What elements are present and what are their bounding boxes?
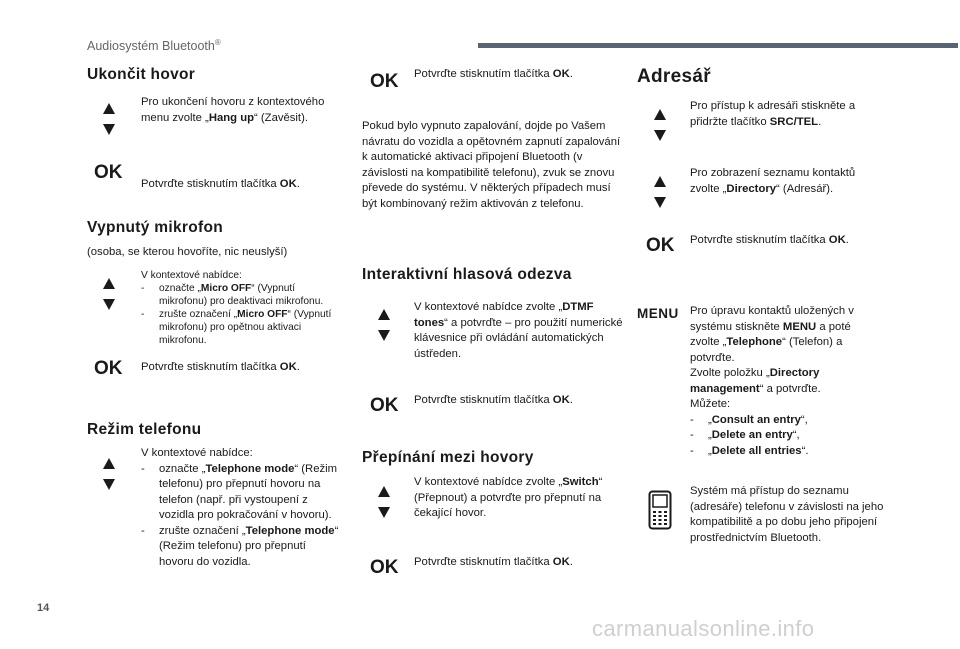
ok-button-icon: OK [370, 395, 399, 416]
confirm-text: Potvrďte stisknutím tlačítka OK. [141, 361, 300, 373]
switch-calls-text: V kontextové nabídce zvolte „Switch“ (Přepnout) a potvrďte pro přepnutí na čekající hovor. [414, 476, 603, 519]
confirm-text: Potvrďte stisknutím tlačítka OK. [141, 178, 300, 190]
directory-access-text: Pro přístup k adresáři stiskněte a přidržte tlačítko SRC/TEL. [690, 100, 856, 128]
section-title-end-call: Ukončit hovor [87, 66, 196, 83]
section-title-directory: Adresář [637, 66, 711, 87]
confirm-text: Potvrďte stisknutím tlačítka OK. [690, 234, 849, 246]
ok-button-icon: OK [370, 557, 399, 578]
directory-management-text: Pro úpravu kontaktů uložených v systému stiskněte MENU a poté zvolte „Telephone“ (Telefon) a potvrďte. Zvolte položku „Directory management“ a potvrďte. Můžete: - „Consult an entry“, - „Delete an entry“, - „Delete all entries“. [690, 305, 854, 457]
up-down-arrows-icon [101, 103, 117, 135]
section-title-phone-mode: Režim telefonu [87, 421, 202, 438]
page-number: 14 [37, 602, 50, 614]
directory-note-text: Systém má přístup do seznamu (adresáře) telefonu v závislosti na jeho kompatibilitě a po dobu jeho připojení prostřednictvím Bluetooth. [690, 485, 884, 544]
up-down-arrows-icon [376, 486, 392, 518]
section-title-mic-off: Vypnutý mikrofon [87, 219, 223, 236]
up-down-arrows-icon [376, 309, 392, 341]
section-title-voice-response: Interaktivní hlasová odezva [362, 266, 572, 283]
ok-button-icon: OK [370, 71, 399, 92]
directory-list-text: Pro zobrazení seznamu kontaktů zvolte „Directory“ (Adresář). [690, 167, 856, 195]
menu-button-icon: MENU [637, 306, 679, 321]
ok-button-icon: OK [94, 162, 123, 183]
confirm-text: Potvrďte stisknutím tlačítka OK. [414, 556, 573, 568]
mic-off-subtitle: (osoba, se kterou hovoříte, nic neuslyší) [87, 246, 288, 258]
voice-response-text: V kontextové nabídce zvolte „DTMF tones“ a potvrďte – pro použití numerické klávesnice při ovládání automatických ústředen. [414, 301, 623, 360]
confirm-text: Potvrďte stisknutím tlačítka OK. [414, 394, 573, 406]
up-down-arrows-icon [652, 176, 668, 208]
ok-button-icon: OK [646, 235, 675, 256]
ok-button-icon: OK [94, 358, 123, 379]
phone-mode-text: V kontextové nabídce: - označte „Telephone mode“ (Režim telefonu) pro přepnutí hovoru na telefon (např. při vystoupení z vozidla pro pokračování v hovoru). - zrušte označení „Telephone mode“ (Režim telefonu) pro přepnutí hovoru do vozidla. [141, 447, 339, 568]
section-title-switch-calls: Přepínání mezi hovory [362, 449, 534, 466]
up-down-arrows-icon [652, 109, 668, 141]
header-bar [478, 43, 958, 48]
watermark: carmanualsonline.info [592, 616, 815, 641]
mobile-phone-icon [648, 490, 672, 535]
up-down-arrows-icon [101, 458, 117, 490]
bluetooth-reconnect-paragraph: Pokud bylo vypnuto zapalování, dojde po Vašem návratu do vozidla a opětovném zapnutí zapalování k automatické aktivaci připojení Bluetooth (v závislosti na kompatibilitě telefonu), zvuk se znovu převede do systému. V některých případech musí být kombinovaný režim aktivován z telefonu. [362, 120, 621, 210]
end-call-text: Pro ukončení hovoru z kontextového menu zvolte „Hang up“ (Zavěsit). [141, 96, 325, 124]
header-title: Audiosystém Bluetooth® [87, 38, 221, 54]
mic-off-text: V kontextové nabídce: - označte „Micro OFF“ (Vypnutí mikrofonu) pro deaktivaci mikrofonu. - zrušte označení „Micro OFF“ (Vypnutí mikrofonu) pro opětnou aktivaci mikrofonu. [141, 270, 332, 346]
confirm-text: Potvrďte stisknutím tlačítka OK. [414, 68, 573, 80]
up-down-arrows-icon [101, 278, 117, 310]
